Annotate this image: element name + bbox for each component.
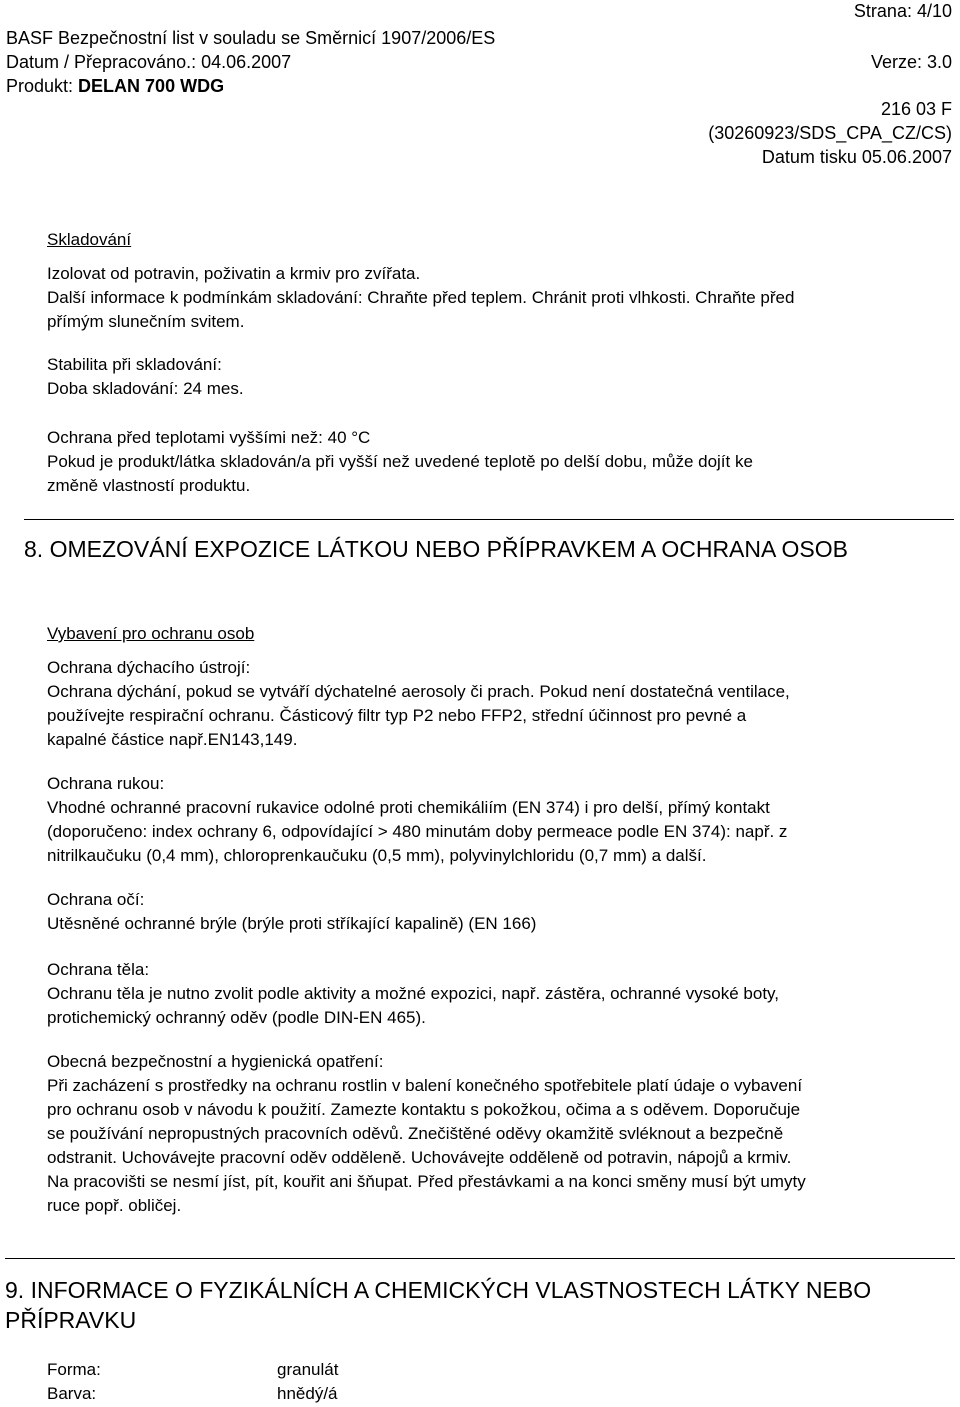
document-title: BASF Bezpečnostní list v souladu se Směrnicí 1907/2006/ES bbox=[6, 28, 496, 48]
property-value: granulát bbox=[277, 1360, 339, 1379]
hygiene-label: Obecná bezpečnostní a hygienická opatření: bbox=[47, 1052, 384, 1071]
hand-label: Ochrana rukou: bbox=[47, 774, 165, 793]
eye-line1: Utěsněné ochranné brýle (brýle proti stříkající kapalině) (EN 166) bbox=[47, 914, 537, 933]
property-label: Barva: bbox=[47, 1384, 97, 1403]
stability-value: Doba skladování: 24 mes. bbox=[47, 379, 244, 398]
storage-p1: Izolovat od potravin, poživatin a krmiv pro zvířata. bbox=[47, 264, 421, 283]
stability-label: Stabilita při skladování: bbox=[47, 355, 222, 374]
storage-p2-line1: Další informace k podmínkám skladování: Chraňte před teplem. Chránit proti vlhkosti. Chraňte před bbox=[47, 288, 795, 307]
eye-label: Ochrana očí: bbox=[47, 890, 145, 909]
revision-date: Datum / Přepracováno.: 04.06.2007 bbox=[6, 52, 292, 72]
product-line bbox=[6, 75, 224, 97]
property-row bbox=[47, 1382, 96, 1406]
storage-p2-line2: přímým slunečním svitem. bbox=[47, 312, 245, 331]
respiratory-line2: používejte respirační ochranu. Částicový filtr typ P2 nebo FFP2, střední účinnost pro pevné a bbox=[47, 706, 747, 725]
hygiene-line1: Při zacházení s prostředky na ochranu rostlin v balení konečného spotřebitele platí údaje o vybavení bbox=[47, 1076, 803, 1095]
hygiene-line3: se používání nepropustných pracovních oděvů. Znečištěné oděvy okamžitě svléknout a bezpečně bbox=[47, 1124, 784, 1143]
body-protection-label: Ochrana těla: bbox=[47, 960, 150, 979]
ppe-title: Vybavení pro ochranu osob bbox=[47, 624, 255, 643]
temperature-label: Ochrana před teplotami vyššími než: 40 °C bbox=[47, 428, 371, 447]
section8-heading: 8. OMEZOVÁNÍ EXPOZICE LÁTKOU NEBO PŘÍPRAVKEM A OCHRANA OSOB bbox=[24, 536, 848, 562]
document-ref: (30260923/SDS_CPA_CZ/CS) bbox=[708, 123, 952, 143]
respiratory-line3: kapalné částice např.EN143,149. bbox=[47, 730, 298, 749]
respiratory-line1: Ochrana dýchání, pokud se vytváří dýchatelné aerosoly či prach. Pokud není dostatečná ventilace, bbox=[47, 682, 790, 701]
temperature-line2: změně vlastností produktu. bbox=[47, 476, 251, 495]
section9-heading-line1: 9. INFORMACE O FYZIKÁLNÍCH A CHEMICKÝCH VLASTNOSTECH LÁTKY NEBO bbox=[5, 1277, 872, 1303]
section9-divider bbox=[5, 1258, 955, 1259]
section8-divider bbox=[24, 519, 954, 520]
product-label: Produkt: bbox=[6, 76, 79, 96]
body-protection-line2: protichemický ochranný oděv (podle DIN-EN 465). bbox=[47, 1008, 426, 1027]
property-value: hnědý/á bbox=[277, 1384, 338, 1403]
hygiene-line6: ruce popř. obličej. bbox=[47, 1196, 182, 1215]
temperature-line1: Pokud je produkt/látka skladován/a při vyšší než uvedené teplotě po delší dobu, může dojít ke bbox=[47, 452, 753, 471]
version: Verze: 3.0 bbox=[870, 52, 952, 72]
page-number: Strana: 4/10 bbox=[853, 1, 952, 21]
hand-line3: nitrilkaučuku (0,4 mm), chloroprenkaučuku (0,5 mm), polyvinylchloridu (0,7 mm) a další. bbox=[47, 846, 707, 865]
respiratory-label: Ochrana dýchacího ústrojí: bbox=[47, 658, 251, 677]
section9-heading bbox=[5, 1275, 945, 1335]
property-row bbox=[47, 1358, 101, 1382]
hygiene-line2: pro ochranu osob v návodu k použití. Zamezte kontaktu s pokožkou, očima a s oděvem. Doporučuje bbox=[47, 1100, 801, 1119]
section9-heading-line2: PŘÍPRAVKU bbox=[5, 1307, 137, 1333]
storage-title: Skladování bbox=[47, 230, 132, 249]
property-label: Forma: bbox=[47, 1360, 101, 1379]
print-date: Datum tisku 05.06.2007 bbox=[761, 147, 952, 167]
hand-line1: Vhodné ochranné pracovní rukavice odolné proti chemikáliím (EN 374) i pro delší, přímý kontakt bbox=[47, 798, 770, 817]
hygiene-line4: odstranit. Uchovávejte pracovní oděv odděleně. Uchovávejte odděleně od potravin, nápojů a krmiv. bbox=[47, 1148, 792, 1167]
hand-line2: (doporučeno: index ochrany 6, odpovídající > 480 minutám doby permeace podle EN 374): např. z bbox=[47, 822, 788, 841]
product-name: DELAN 700 WDG bbox=[78, 76, 225, 96]
body-protection-line1: Ochranu těla je nutno zvolit podle aktivity a možné expozici, např. zástěra, ochranné vysoké boty, bbox=[47, 984, 780, 1003]
product-code: 216 03 F bbox=[880, 99, 952, 119]
hygiene-line5: Na pracovišti se nesmí jíst, pít, kouřit ani šňupat. Před přestávkami a na konci směny musí být umyty bbox=[47, 1172, 806, 1191]
